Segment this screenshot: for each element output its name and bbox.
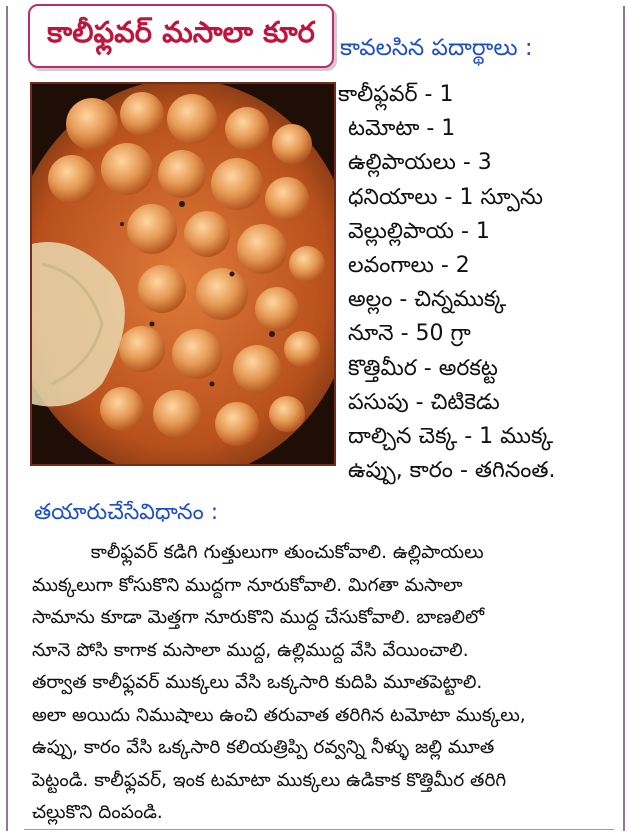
ingredient-item: కొత్తిమీర - అరకట్ట	[348, 355, 498, 381]
method-line: ముక్కలుగా కోసుకొని ముద్దగా నూరుకోవాలి. మిగతా మసాలా	[32, 574, 463, 596]
ingredient-item: ధనియాలు - 1 స్పూను	[348, 184, 544, 210]
recipe-title: కాలీఫ్లవర్ మసాలా కూర	[47, 15, 315, 49]
method-line: పెట్టండి. కాలీఫ్లవర్, ఇంక టమాటా ముక్కలు ఉడికాక కొత్తిమీర తరిగి	[32, 769, 507, 791]
method-heading: తయారుచేసేవిధానం :	[34, 500, 219, 525]
ingredient-item: అల్లం - చిన్నముక్క	[348, 287, 507, 313]
cauliflower-masala-photo-icon	[32, 84, 334, 464]
ingredient-item: ఉల్లిపాయలు - 3	[348, 150, 492, 176]
method-line: ఉప్పు, కారం వేసి ఒక్కసారి కలియత్రిప్పి రవ్వన్ని నీళ్ళు జల్లి మూత	[32, 737, 495, 758]
dish-photo	[30, 82, 336, 466]
ingredients-heading: కావలసిన పదార్థాలు :	[340, 35, 533, 61]
ingredient-item: టమోటా - 1	[348, 116, 456, 142]
ingredient-item: వెల్లుల్లిపాయ - 1	[348, 218, 490, 244]
method-line: తర్వాత కాలీఫ్లవర్ ముక్కలు వేసి ఒక్కసారి కుదిపి మూతపెట్టాలి.	[32, 672, 483, 693]
ingredient-item: పసుపు - చిటికెడు	[348, 389, 500, 415]
method-line: అలా అయిదు నిముషాలు ఉంచి తరువాత తరిగిన టమోటా ముక్కలు,	[32, 704, 526, 726]
ingredients-list	[338, 78, 556, 488]
method-line: నూనె పోసి కాగాక మసాలా ముద్ద, ఉల్లిముద్ద వేసి వేయించాలి.	[32, 639, 469, 661]
ingredient-item: లవంగాలు - 2	[348, 252, 470, 278]
method-line: చల్లుకొని దింపండి.	[32, 802, 163, 823]
method-paragraph	[32, 537, 617, 830]
ingredient-item: నూనె - 50 గ్రా	[348, 321, 471, 347]
ingredient-item: ఉప్పు, కారం - తగినంత.	[348, 458, 556, 484]
footer-divider	[24, 829, 614, 830]
method-line: కాలీఫ్లవర్ కడిగి గుత్తులుగా తుంచుకోవాలి. ఉల్లిపాయలు	[32, 542, 484, 563]
title-box	[28, 4, 334, 68]
ingredient-item: దాల్చిన చెక్క - 1 ముక్క	[348, 423, 554, 449]
method-line: సామాను కూడా మెత్తగా నూరుకొని ముద్ద చేసుకోవాలి. బాణలిలో	[32, 607, 485, 628]
ingredient-item: కాలీఫ్లవర్ - 1	[338, 82, 454, 107]
